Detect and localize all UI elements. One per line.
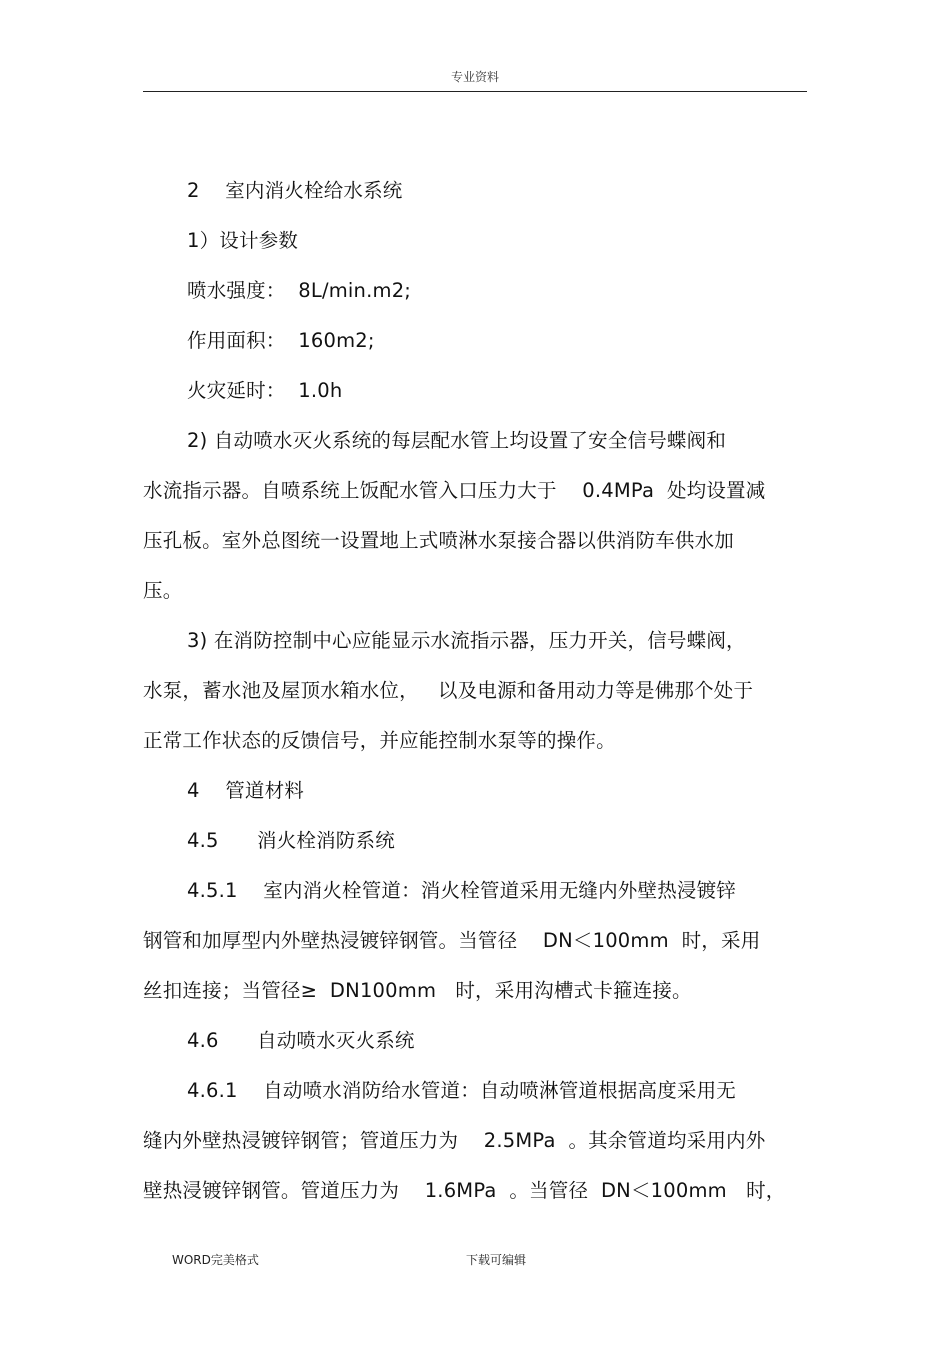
param-line: 火灾延时： 1.0h: [187, 379, 343, 402]
section-heading: 4 管道材料: [187, 779, 305, 802]
param-line: 作用面积： 160m2;: [187, 329, 375, 352]
paragraph-line: 水泵，蓄水池及屋顶水箱水位， 以及电源和备用动力等是佛那个处于: [143, 679, 754, 702]
paragraph-line: 水流指示器。自喷系统上饭配水管入口压力大于 0.4MPa 处均设置减: [143, 479, 766, 502]
paragraph-line: 压。: [143, 579, 183, 602]
subsection-heading: 4.5 消火栓消防系统: [187, 829, 395, 852]
paragraph-line: 4.5.1 室内消火栓管道：消火栓管道采用无缝内外壁热浸镀锌: [187, 879, 737, 902]
paragraph-line: 钢管和加厚型内外壁热浸镀锌钢管。当管径 DN＜100mm 时，采用: [143, 929, 761, 952]
param-line: 喷水强度： 8L/min.m2;: [187, 279, 412, 302]
paragraph-line: 2) 自动喷水灭火系统的每层配水管上均设置了安全信号蝶阀和: [187, 429, 727, 452]
paragraph-line: 壁热浸镀锌钢管。管道压力为 1.6MPa 。当管径 DN＜100mm 时，: [143, 1179, 786, 1202]
footer-right: 下载可编辑: [466, 1253, 527, 1267]
page-header: 专业资料: [450, 70, 499, 84]
header-divider: [143, 91, 807, 92]
paragraph-line: 3) 在消防控制中心应能显示水流指示器，压力开关，信号蝶阀，: [187, 629, 746, 652]
section-heading: 2 室内消火栓给水系统: [187, 179, 403, 202]
paragraph-line: 丝扣连接；当管径≥ DN100mm 时，采用沟槽式卡箍连接。: [143, 979, 692, 1002]
footer-left: WORD完美格式: [172, 1253, 259, 1267]
paragraph-line: 正常工作状态的反馈信号，并应能控制水泵等的操作。: [143, 729, 616, 752]
subheading: 1）设计参数: [187, 229, 299, 252]
paragraph-line: 4.6.1 自动喷水消防给水管道：自动喷淋管道根据高度采用无: [187, 1079, 737, 1102]
subsection-heading: 4.6 自动喷水灭火系统: [187, 1029, 415, 1052]
paragraph-line: 缝内外壁热浸镀锌钢管；管道压力为 2.5MPa 。其余管道均采用内外: [143, 1129, 766, 1152]
paragraph-line: 压孔板。室外总图统一设置地上式喷淋水泵接合器以供消防车供水加: [143, 529, 735, 552]
